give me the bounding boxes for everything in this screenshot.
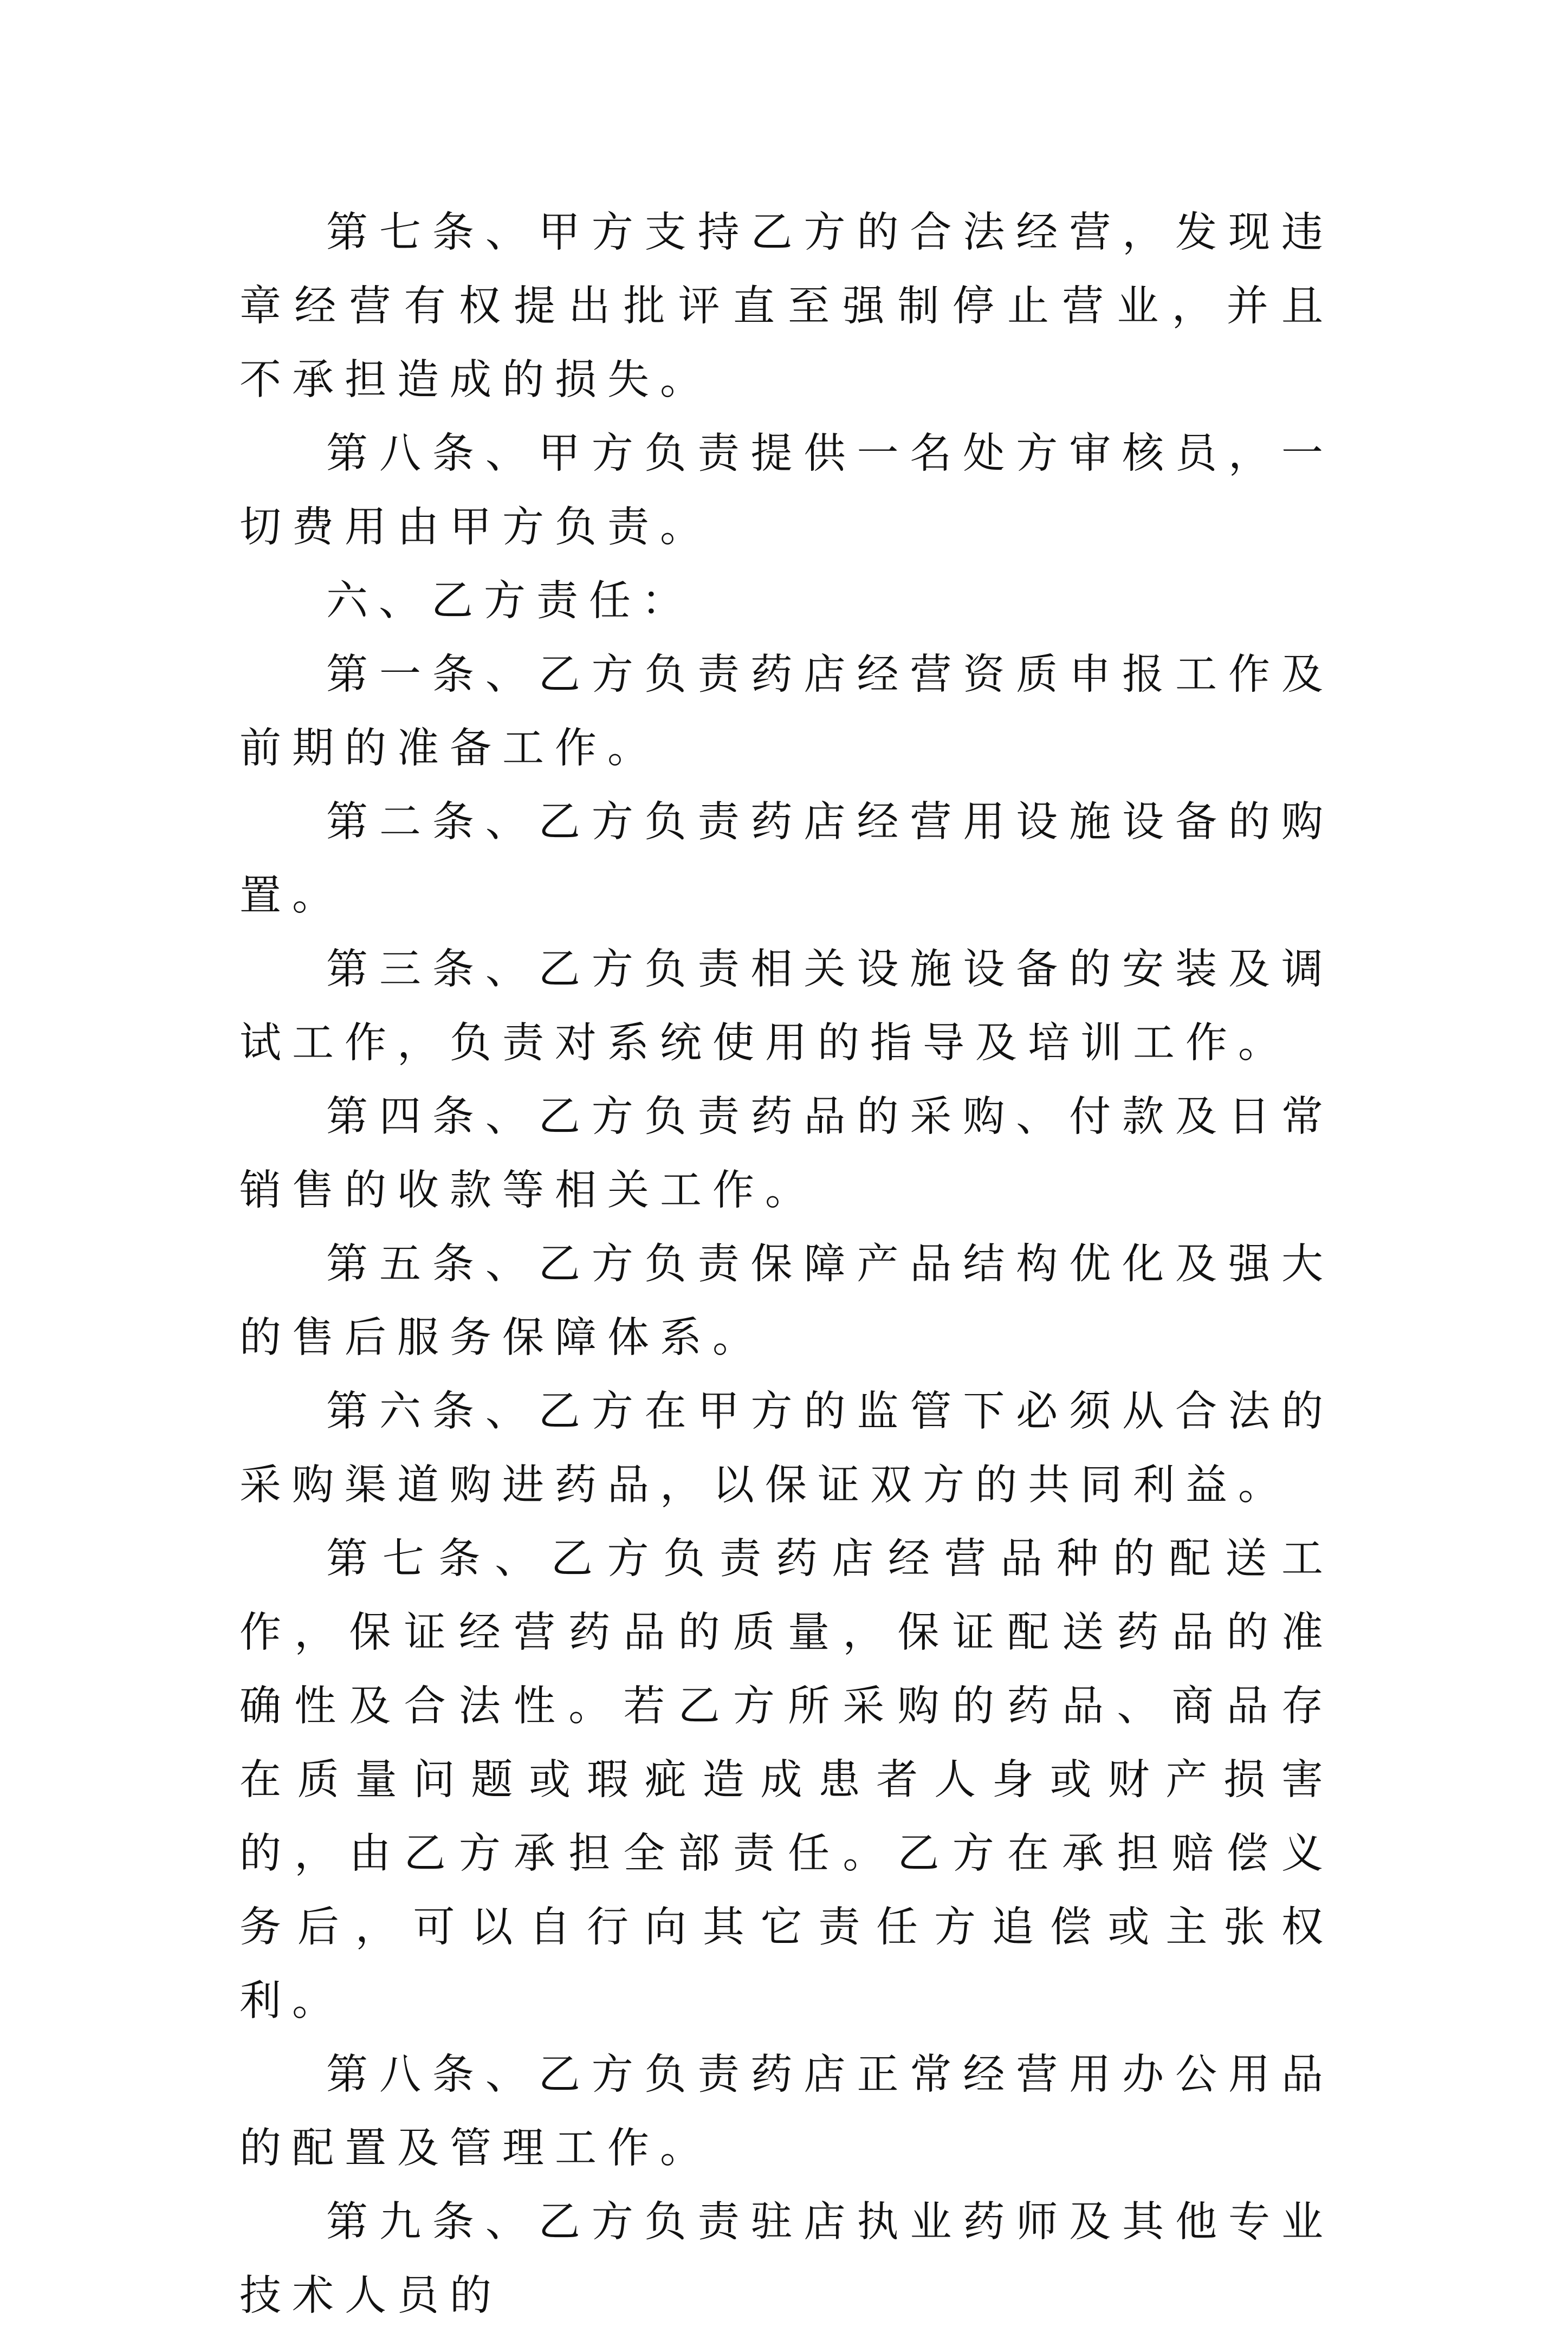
paragraph-party-b-article-8: 第八条、乙方负责药店正常经营用办公用品的配置及管理工作。 xyxy=(239,2051,1334,2173)
paragraph-party-b-article-2: 第二条、乙方负责药店经营用设施设备的购置。 xyxy=(239,798,1334,920)
paragraph-party-b-article-7: 第七条、乙方负责药店经营品种的配送工作，保证经营药品的质量，保证配送药品的准确性及合法性。若乙方所采购的药品、商品存在质量问题或瑕疵造成患者人身或财产损害的，由乙方承担全部责任。乙方在承担赔偿义务后，可以自行向其它责任方追偿或主张权利。 xyxy=(239,1535,1334,2025)
paragraph-party-b-article-1: 第一条、乙方负责药店经营资质申报工作及前期的准备工作。 xyxy=(239,651,1334,773)
paragraph-party-b-article-3: 第三条、乙方负责相关设施设备的安装及调试工作，负责对系统使用的指导及培训工作。 xyxy=(239,945,1334,1067)
paragraph-party-b-article-4: 第四条、乙方负责药品的采购、付款及日常销售的收款等相关工作。 xyxy=(239,1093,1334,1215)
section-heading-party-b-responsibilities: 六、乙方责任： xyxy=(326,577,694,625)
paragraph-party-a-article-8: 第八条、甲方负责提供一名处方审核员，一切费用由甲方负责。 xyxy=(239,430,1334,552)
paragraph-party-b-article-9: 第九条、乙方负责驻店执业药师及其他专业技术人员的 xyxy=(239,2198,1334,2320)
paragraph-party-a-article-7: 第七条、甲方支持乙方的合法经营，发现违章经营有权提出批评直至强制停止营业，并且不承担造成的损失。 xyxy=(239,209,1334,404)
paragraph-party-b-article-6: 第六条、乙方在甲方的监管下必须从合法的采购渠道购进药品，以保证双方的共同利益。 xyxy=(239,1388,1334,1509)
paragraph-party-b-article-5: 第五条、乙方负责保障产品结构优化及强大的售后服务保障体系。 xyxy=(239,1240,1334,1362)
document-body xyxy=(239,196,1334,2333)
